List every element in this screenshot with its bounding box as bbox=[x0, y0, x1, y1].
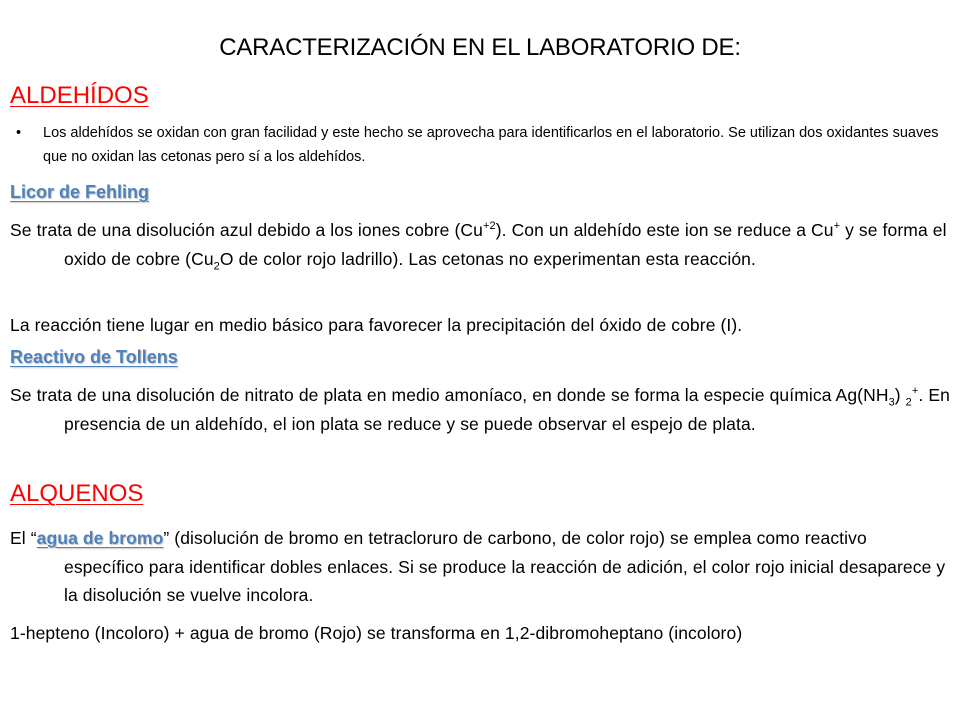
tollens-heading: Reactivo de Tollens bbox=[10, 347, 178, 367]
fehling-heading: Licor de Fehling bbox=[10, 182, 150, 202]
aldehidos-bullet-text: Los aldehídos se oxidan con gran facilidad y este hecho se aprovecha para identificarlos en el laboratorio. Se utilizan dos oxidantes suaves que no oxidan las cetonas pero sí a los aldehídos. bbox=[43, 125, 939, 165]
tollens-paragraph: Se trata de una disolución de nitrato de plata en medio amoníaco, en donde se forma la especie química $Ag(NH_3)$ $_2$+. En presencia de un aldehído, el ion plata se reduce y se puede observar el espejo de plata. bbox=[10, 385, 950, 434]
agua-de-bromo-link: agua de bromo bbox=[36, 528, 164, 548]
alquenos-paragraph-2: 1-hepteno (Incoloro) + agua de bromo (Rojo) se transforma en 1,2-dibromoheptano (incoloro) bbox=[10, 623, 743, 643]
fehling-paragraph-1: Se trata de una disolución azul debido a los iones cobre $(Cu^{+2})$. Con un aldehído este ion se reduce a Cu+ y se forma el oxido de cobre ($Cu_2O$ de color rojo ladrillo). Las cetonas no experimentan esta reacción. bbox=[10, 220, 947, 272]
fehling-paragraph-2: La reacción tiene lugar en medio básico para favorecer la precipitación del óxido de cobre (I). bbox=[10, 315, 743, 335]
alquenos-paragraph-1: El “agua de bromo” (disolución de bromo en tetracloruro de carbono, de color rojo) se emplea como reactivo específico para identificar dobles enlaces. Si se produce la reacción de adición, el color rojo inicial desaparece y la disolución se vuelve incolora. bbox=[10, 528, 946, 605]
aldehidos-heading: ALDEHÍDOS bbox=[10, 82, 149, 109]
slide-title: CARACTERIZACIÓN EN EL LABORATORIO DE: bbox=[219, 34, 741, 61]
bullet-dot: • bbox=[16, 125, 22, 141]
alquenos-heading: ALQUENOS bbox=[10, 480, 144, 507]
aldehidos-bullet bbox=[16, 121, 946, 169]
